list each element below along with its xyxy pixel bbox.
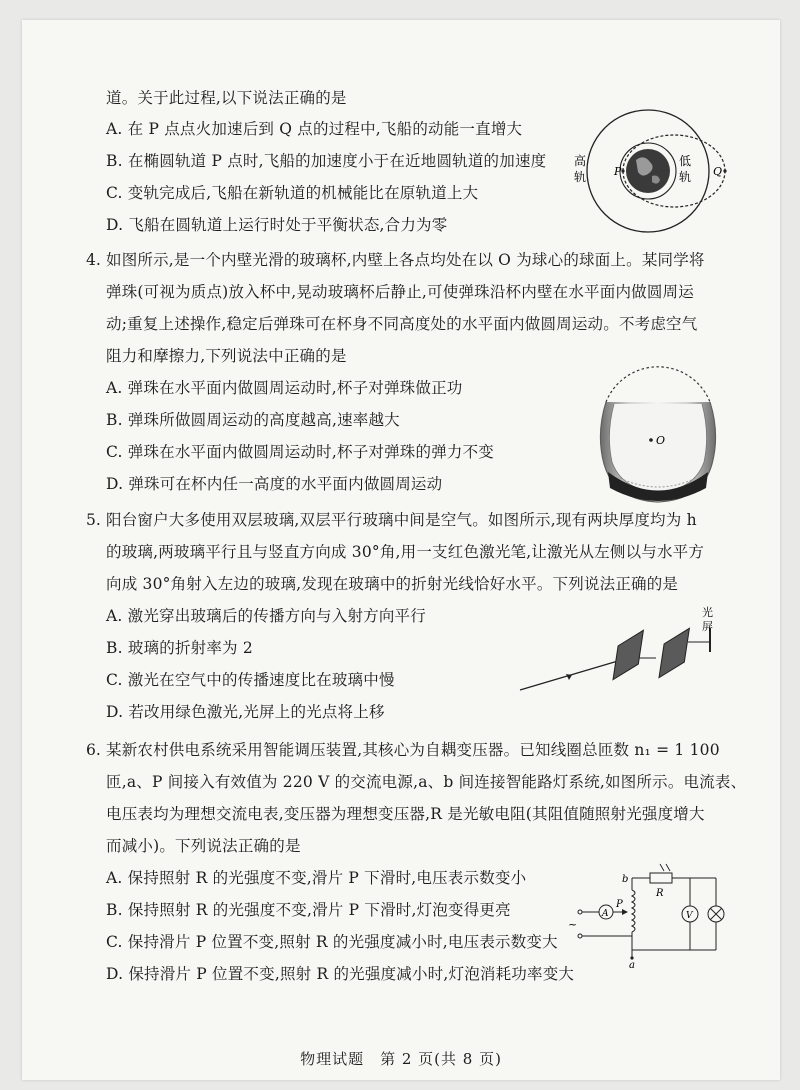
label-p: P: [614, 165, 622, 178]
q3-stem-tail: 道。关于此过程,以下说法正确的是: [106, 89, 347, 107]
q4-stem-line-4: 阻力和摩擦力,下列说法中正确的是: [106, 347, 347, 365]
q5-option-d: D. 若改用绿色激光,光屏上的光点将上移: [106, 703, 385, 721]
q6-number: 6.: [86, 741, 101, 759]
label-low: 低: [679, 154, 692, 168]
label-p-slider: P: [616, 899, 623, 910]
glass-cup-figure: [594, 364, 720, 506]
label-screen-1: 光: [702, 606, 713, 619]
label-o: O: [656, 434, 666, 447]
label-q: Q: [713, 165, 723, 178]
q4-option-c: C. 弹珠在水平面内做圆周运动时,杯子对弹珠的弹力不变: [106, 443, 494, 461]
q4-option-b: B. 弹珠所做圆周运动的高度越高,速率越大: [106, 411, 400, 429]
q4-number: 4.: [86, 251, 101, 269]
label-b: b: [622, 874, 629, 885]
transformer-circuit-figure: [556, 862, 736, 970]
label-r: R: [656, 888, 664, 899]
label-a: a: [629, 960, 635, 970]
q6-stem-line-2: 匝,a、P 间接入有效值为 220 V 的交流电源,a、b 间连接智能路灯系统,如图所示。电流表、: [106, 773, 747, 791]
arrow-icon: [566, 674, 572, 680]
q6-stem-line-3: 电压表均为理想交流电表,变压器为理想变压器,R 是光敏电阻(其阻值随照射光强度增大: [106, 805, 705, 823]
label-high-2: 轨: [574, 170, 587, 184]
label-high: 高: [574, 154, 587, 168]
q3-option-a: A. 在 P 点点火加速后到 Q 点的过程中,飞船的动能一直增大: [106, 120, 523, 138]
q5-option-c: C. 激光在空气中的传播速度比在玻璃中慢: [106, 671, 395, 689]
q6-option-b: B. 保持照射 R 的光强度不变,滑片 P 下滑时,灯泡变得更亮: [106, 901, 511, 919]
q3-option-d: D. 飞船在圆轨道上运行时处于平衡状态,合力为零: [106, 216, 448, 234]
svg-text:A: A: [602, 909, 609, 919]
q5-number: 5.: [86, 511, 101, 529]
q3-option-c: C. 变轨完成后,飞船在新轨道的机械能比在原轨道上大: [106, 184, 479, 202]
page-footer: 物理试题 第 2 页(共 8 页): [300, 1050, 502, 1068]
q5-stem-line-3: 向成 30°角射入左边的玻璃,发现在玻璃中的折射光线恰好水平。下列说法正确的是: [106, 575, 679, 593]
q4-option-a: A. 弹珠在水平面内做圆周运动时,杯子对弹珠做正功: [106, 379, 463, 397]
q4-option-d: D. 弹珠可在杯内任一高度的水平面内做圆周运动: [106, 475, 443, 493]
q6-option-d: D. 保持滑片 P 位置不变,照射 R 的光强度减小时,灯泡消耗功率变大: [106, 965, 575, 983]
q5-option-b: B. 玻璃的折射率为 2: [106, 639, 253, 657]
label-low-2: 轨: [679, 170, 692, 184]
exam-page: [22, 20, 780, 1080]
q5-option-a: A. 激光穿出玻璃后的传播方向与入射方向平行: [106, 607, 426, 625]
q3-option-b: B. 在椭圆轨道 P 点时,飞船的加速度小于在近地圆轨道的加速度: [106, 152, 547, 170]
orbit-figure: [570, 108, 730, 234]
q4-stem-line-1: 如图所示,是一个内壁光滑的玻璃杯,内壁上各点均处在以 O 为球心的球面上。某同学将: [106, 251, 705, 269]
q6-option-c: C. 保持滑片 P 位置不变,照射 R 的光强度减小时,电压表示数变大: [106, 933, 558, 951]
svg-text:V: V: [686, 911, 693, 921]
q6-option-a: A. 保持照射 R 的光强度不变,滑片 P 下滑时,电压表示数变小: [106, 869, 527, 887]
q6-stem-line-1: 某新农村供电系统采用智能调压装置,其核心为自耦变压器。已知线圈总匝数 n₁ = 1 100: [106, 741, 720, 759]
q4-stem-line-2: 弹珠(可视为质点)放入杯中,晃动玻璃杯后静止,可使弹珠沿杯内壁在水平面内做圆周运: [106, 283, 694, 301]
q5-stem-line-2: 的玻璃,两玻璃平行且与竖直方向成 30°角,用一支红色激光笔,让激光从左侧以与水平方: [106, 543, 705, 561]
laser-glass-figure: [516, 602, 716, 694]
q4-stem-line-3: 动;重复上述操作,稳定后弹珠可在杯身不同高度处的水平面内做圆周运动。不考虑空气: [106, 315, 698, 333]
ac-source-label: ~: [568, 918, 578, 931]
label-screen-2: 屏: [702, 620, 713, 633]
q5-stem-line-1: 阳台窗户大多使用双层玻璃,双层平行玻璃中间是空气。如图所示,现有两块厚度均为 h: [106, 511, 697, 529]
q6-stem-line-4: 而减小)。下列说法正确的是: [106, 837, 301, 855]
